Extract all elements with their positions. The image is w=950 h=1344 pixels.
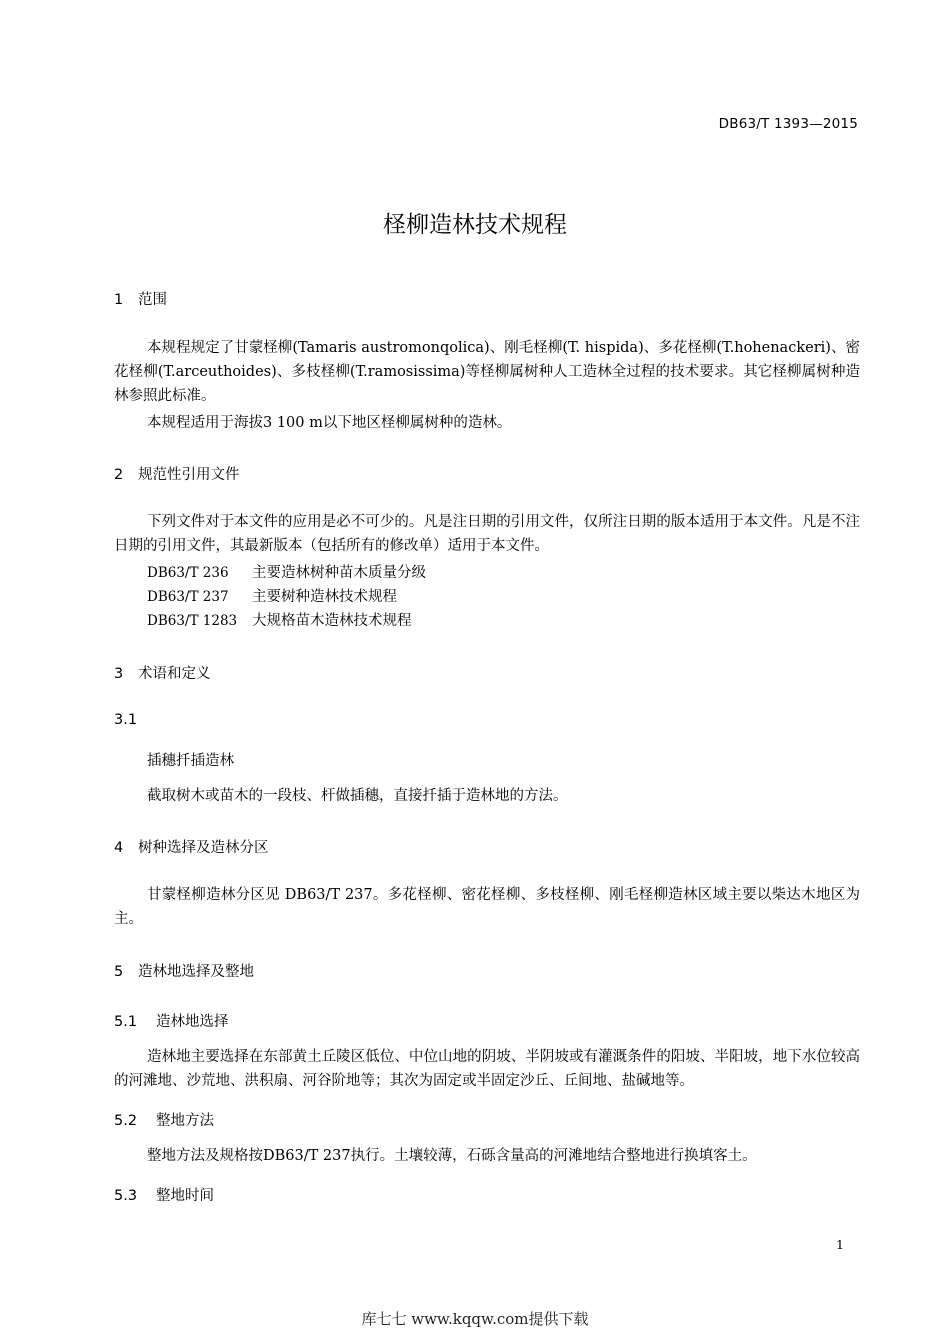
subsection-5-3-heading [114,1184,214,1205]
section-1-paragraph-2: 本规程适用于海拔3 100 m以下地区柽柳属树种的造林。 [147,415,512,431]
section-2-paragraph-1: 下列文件对于本文件的应用是必不可少的。凡是注日期的引用文件，仅所注日期的版本适用于本文件。凡是不注日期的引用文件，其最新版本（包括所有的修改单）适用于本文件。 [114,514,860,554]
subsection-5-2-paragraph: 整地方法及规格按DB63/T 237执行。土壤较薄，石砾含量高的河滩地结合整地进行换填客土。 [147,1148,757,1164]
subsection-3-1-number: 3.1 [114,712,138,728]
document-number: DB63/T 1393—2015 [718,116,858,132]
section-2-heading [114,463,240,484]
section-number: 2 [114,467,124,483]
term-name: 插穗扦插造林 [147,753,234,769]
reference-title: 主要造林树种苗木质量分级 [252,565,426,581]
section-title: 范围 [138,292,167,308]
section-1-paragraph-1: 本规程规定了甘蒙柽柳(Tamaris austromonqolica)、刚毛柽柳(T. hispida)、多花柽柳(T.hohenackeri)、密花柽柳(T.arceuthoides)、多枝柽柳(T.ramosissima)等柽柳属树种人工造林全过程的技术要求。其它柽柳属树种造林参照此标准。 [114,340,860,404]
section-number: 3 [114,666,124,682]
subsection-title: 整地方法 [156,1113,214,1129]
section-title: 树种选择及造林分区 [138,840,269,856]
section-4-paragraph-1: 甘蒙柽柳造林分区见 DB63/T 237。多花柽柳、密花柽柳、多枝柽柳、刚毛柽柳造林区域主要以柴达木地区为主。 [114,887,860,927]
section-4-heading [114,836,269,857]
subsection-5-1-paragraph: 造林地主要选择在东部黄土丘陵区低位、中位山地的阴坡、半阴坡或有灌溉条件的阳坡、半阳坡，地下水位较高的河滩地、沙荒地、洪积扇、河谷阶地等；其次为固定或半固定沙丘、丘间地、盐碱地等。 [114,1049,860,1089]
section-number: 1 [114,292,124,308]
subsection-title: 整地时间 [156,1188,214,1204]
reference-item [147,561,426,582]
subsection-5-2-heading [114,1109,214,1130]
section-1-heading [114,288,167,309]
subsection-5-1-heading [114,1010,229,1031]
subsection-title: 造林地选择 [156,1014,229,1030]
reference-code: DB63/T 1283 [147,613,238,629]
reference-code: DB63/T 236 [147,565,229,581]
section-3-heading [114,662,211,683]
section-number: 4 [114,840,124,856]
term-definition: 截取树木或苗木的一段枝、杆做插穗，直接扦插于造林地的方法。 [147,788,568,804]
section-5-heading [114,960,254,981]
download-footer: 库七七 www.kqqw.com提供下载 [361,1310,589,1328]
subsection-number: 5.1 [114,1014,138,1030]
reference-title: 大规格苗木造林技术规程 [252,613,412,629]
reference-code: DB63/T 237 [147,589,229,605]
page-title: 柽柳造林技术规程 [383,212,567,238]
page-number: 1 [836,1237,844,1252]
reference-title: 主要树种造林技术规程 [252,589,397,605]
reference-item [147,609,412,630]
section-number: 5 [114,964,124,980]
subsection-number: 5.2 [114,1113,138,1129]
reference-item [147,585,397,606]
section-title: 规范性引用文件 [138,467,240,483]
subsection-number: 5.3 [114,1188,138,1204]
section-title: 造林地选择及整地 [138,964,254,980]
section-title: 术语和定义 [138,666,211,682]
